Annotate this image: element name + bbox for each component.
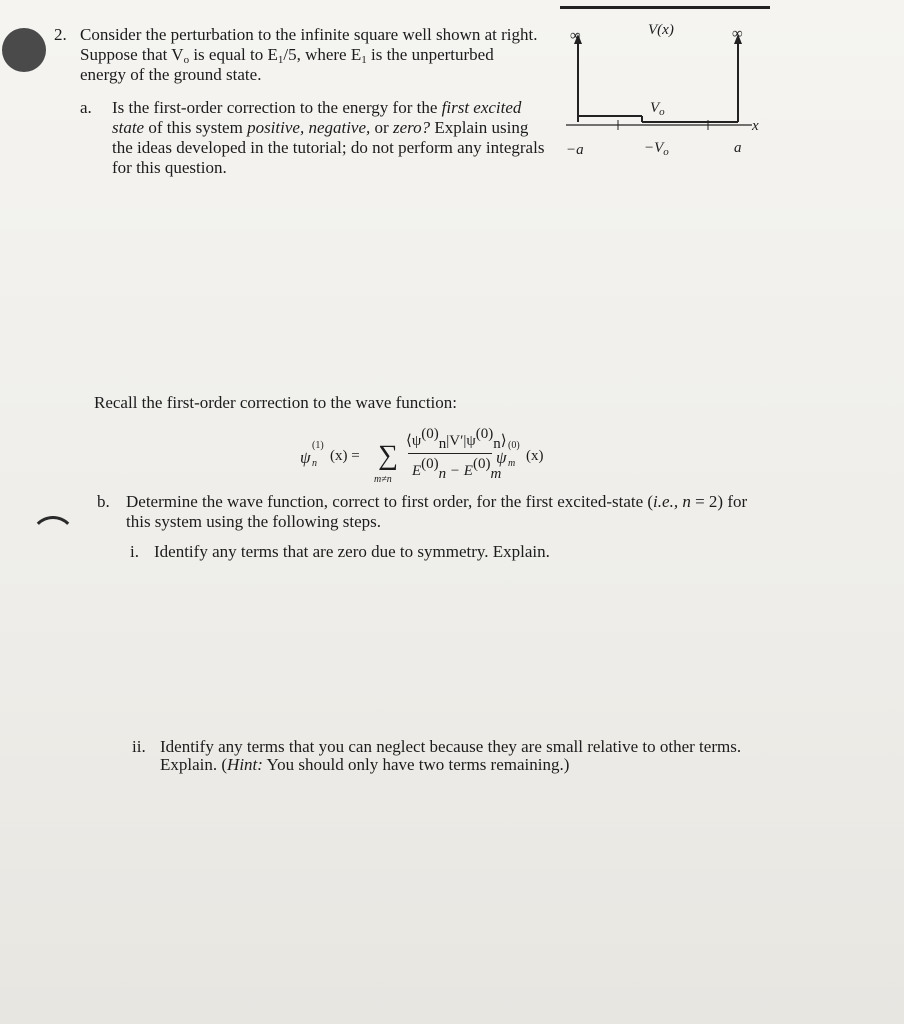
formula-lhs-sub: n <box>312 458 317 469</box>
formula-numerator: ⟨ψ(0)n|V′|ψ(0)n⟩ <box>406 426 507 452</box>
problem-number: 2. <box>54 25 67 44</box>
v0-label: $V_o$ <box>650 100 665 118</box>
formula-rhs-sup: (0) <box>508 440 520 451</box>
formula-rhs-psi: ψ <box>496 448 507 467</box>
part-b-label: b. <box>97 492 110 511</box>
part-b-line1: Determine the wave function, correct to first order, for the first excited-state (i.e., n = 2) for <box>126 492 748 511</box>
header-rule <box>560 6 770 9</box>
tick-label-neg-a: −a <box>566 142 584 158</box>
punch-hole-middle <box>30 516 76 562</box>
problem-intro-line1: Consider the perturbation to the infinite square well shown at right. <box>80 25 538 44</box>
infinity-right: ∞ <box>732 26 743 42</box>
part-b-i-label: i. <box>130 542 139 561</box>
formula-lhs-psi: ψ <box>300 448 311 467</box>
part-a-line1: Is the first-order correction to the energy for the first excited <box>112 98 522 117</box>
part-b-line2: this system using the following steps. <box>126 512 381 531</box>
formula-lhs-sup: (1) <box>312 440 324 451</box>
part-a-label: a. <box>80 98 92 117</box>
formula-denominator: E(0)n − E(0)m <box>412 456 502 482</box>
formula-rhs-sub: m <box>508 458 516 469</box>
problem-intro-line3: energy of the ground state. <box>80 65 262 84</box>
part-b-ii-label: ii. <box>132 737 146 756</box>
graph-title: V(x) <box>648 22 674 38</box>
part-b-i-text: Identify any terms that are zero due to symmetry. Explain. <box>154 542 550 561</box>
formula-sum-index: m≠n <box>374 474 392 485</box>
part-b-ii-line2: Explain. (Hint: You should only have two terms remaining.) <box>160 755 570 774</box>
tick-label-a: a <box>734 140 742 156</box>
part-a-line2: state of this system positive, negative, or zero? Explain using <box>112 118 529 137</box>
infinity-left: ∞ <box>570 28 581 44</box>
punch-hole-top <box>2 28 46 72</box>
formula-lhs-arg: (x) = <box>330 448 360 464</box>
neg-v0-label: $-V_o$ <box>644 140 669 158</box>
part-b-ii-line1: Identify any terms that you can neglect because they are small relative to other terms. <box>160 737 742 756</box>
problem-intro-line2: Suppose that $V_o$ is equal to $E_1/5$, where $E_1$ is the unperturbed <box>80 45 494 66</box>
part-a-line3: the ideas developed in the tutorial; do not perform any integrals <box>112 138 545 157</box>
first-order-wavefunction-formula <box>290 418 560 488</box>
formula-sigma: ∑ <box>378 440 398 471</box>
x-axis-label: x <box>752 118 759 134</box>
formula-fraction-bar <box>408 453 492 454</box>
part-a-line4: for this question. <box>112 158 227 177</box>
recall-text: Recall the first-order correction to the wave function: <box>94 393 457 412</box>
formula-rhs-arg: (x) <box>526 448 544 464</box>
